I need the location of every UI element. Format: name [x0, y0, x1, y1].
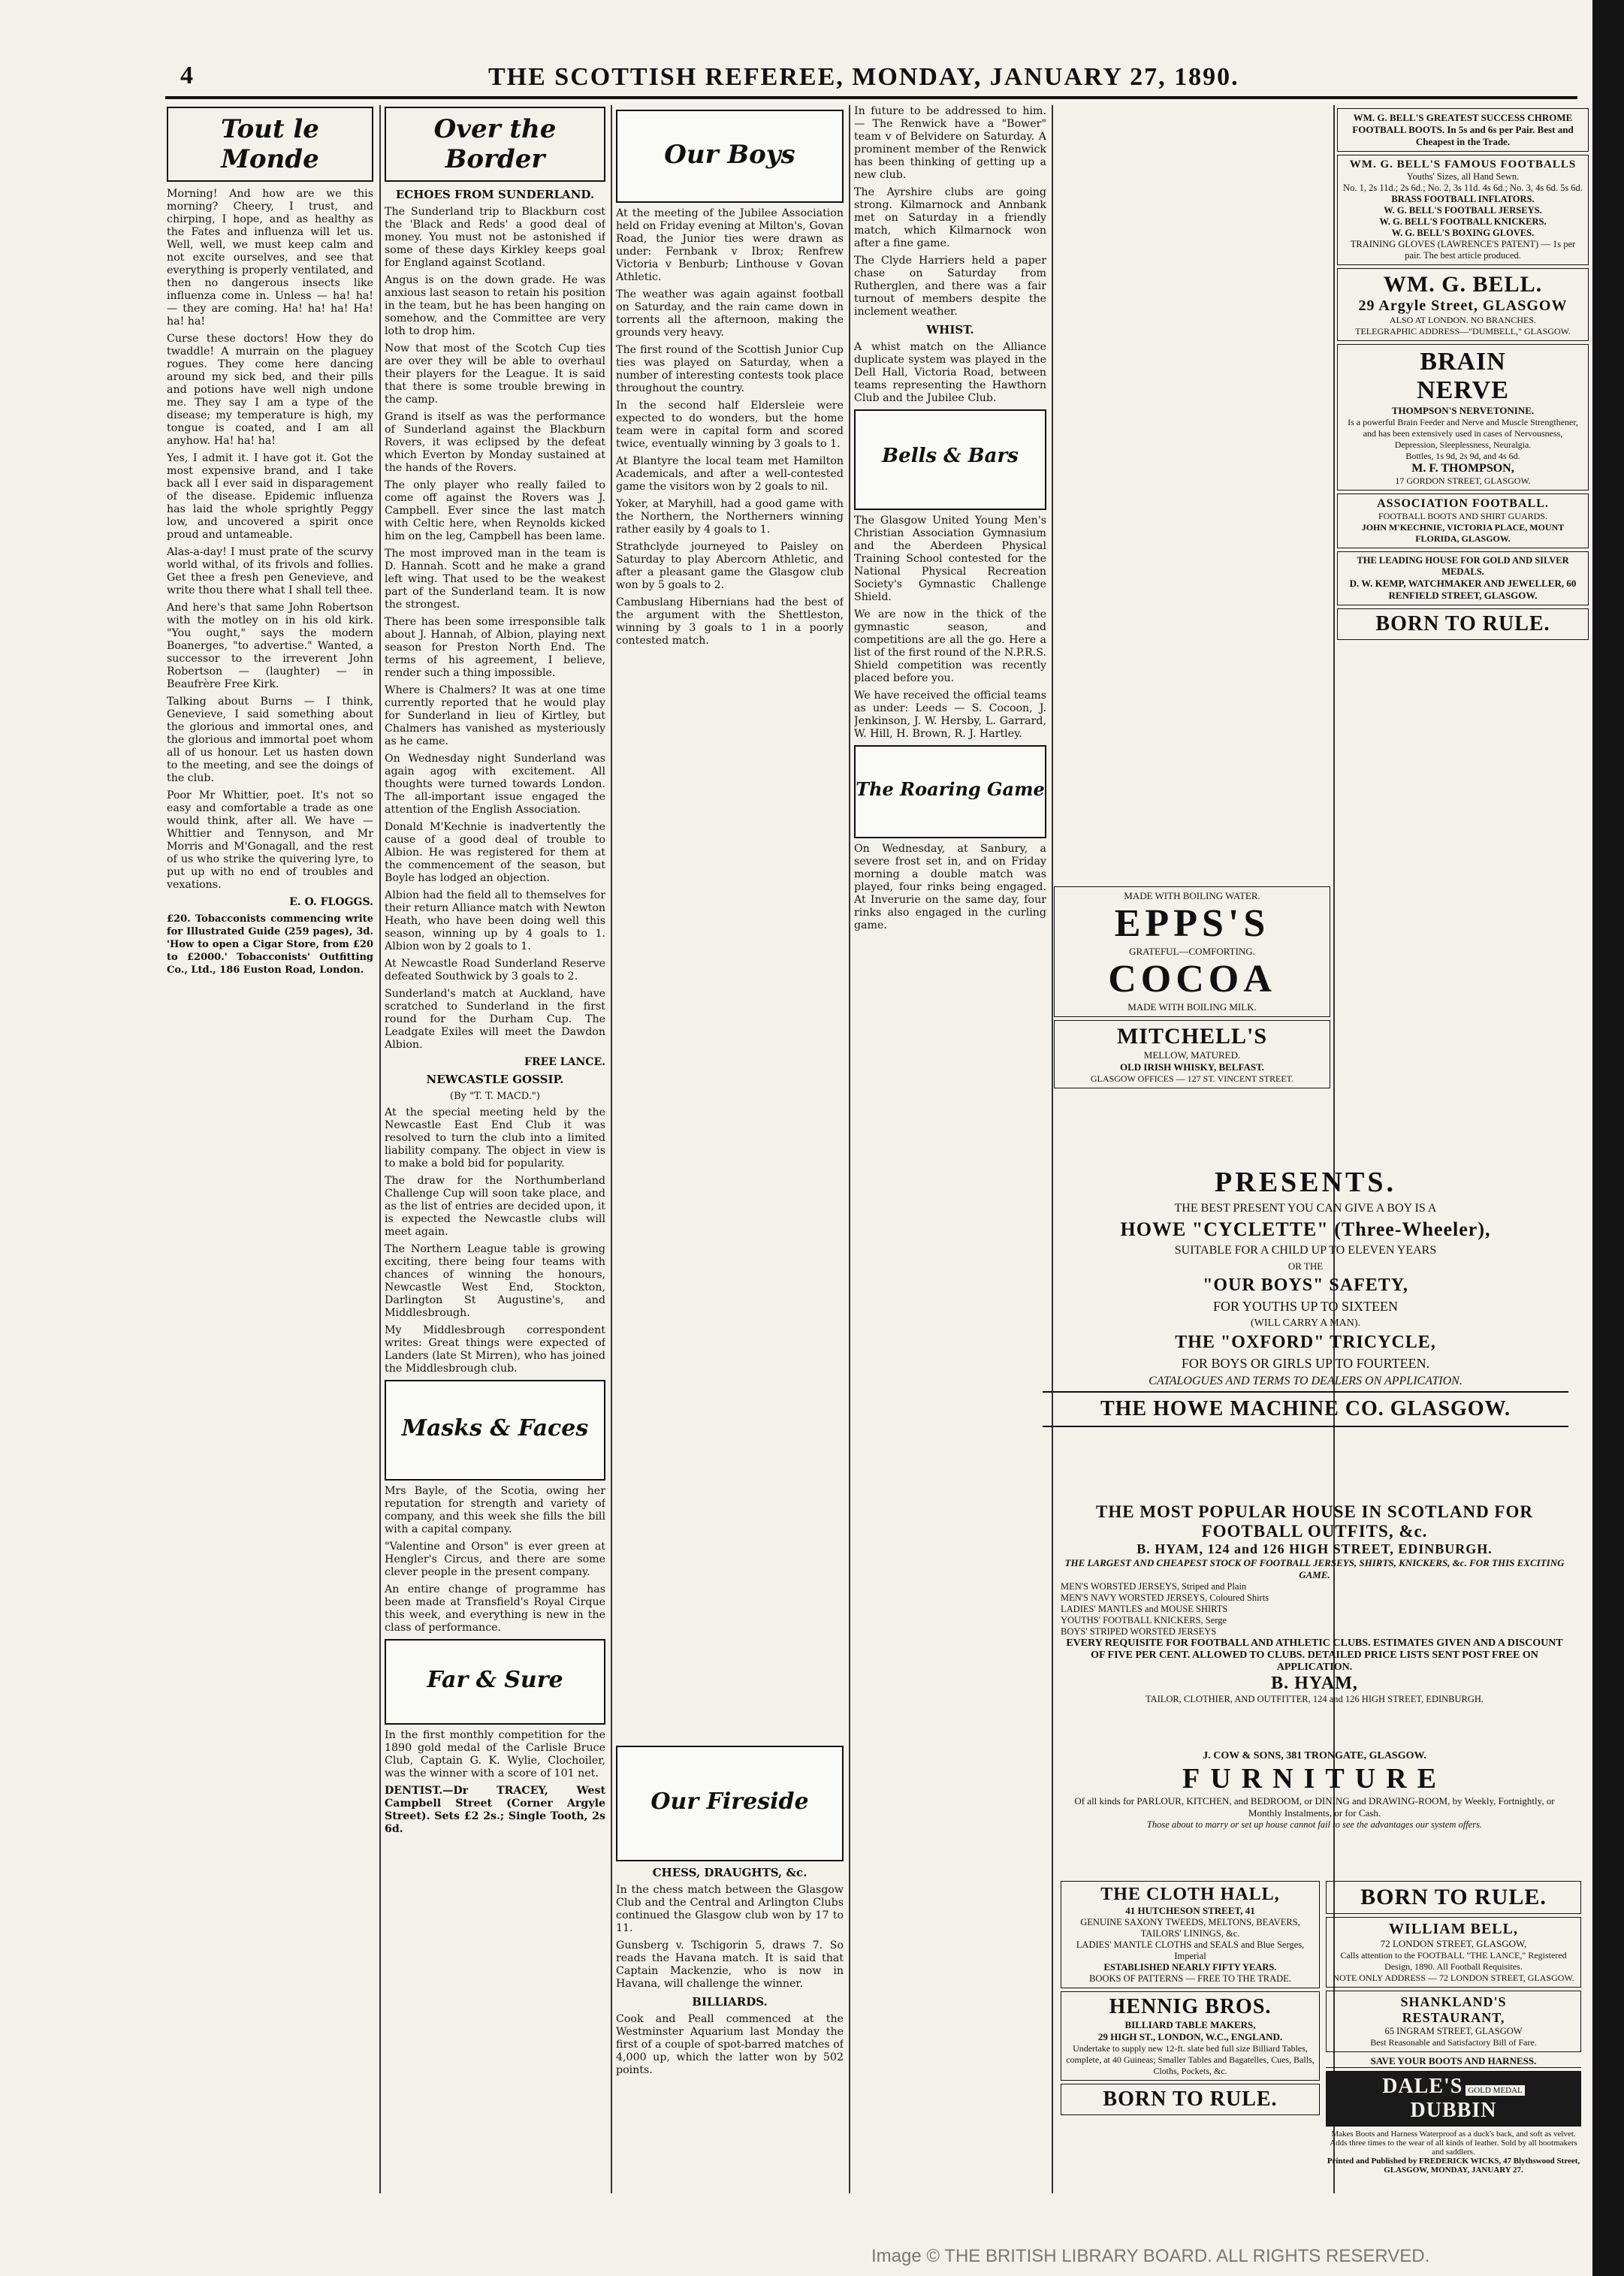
advert-line: W. G. BELL'S FOOTBALL JERSEYS. [1384, 205, 1542, 216]
column-rule [1052, 105, 1053, 2193]
presents-line: SUITABLE FOR A CHILD UP TO ELEVEN YEARS [1174, 1244, 1437, 1257]
subheading: BILLIARDS. [692, 1995, 768, 2009]
article-paragraph: Talking about Burns — I think, Genevieve, I said something about the glorious and immortal ones, and the glorious and immortal poet whom all of us honour. Let us hasten down to the meeting, and see the doings of the club. [167, 696, 373, 784]
hyam-sub: THE LARGEST AND CHEAPEST STOCK OF FOOTBALL JERSEYS, SHIRTS, KNICKERS, &c. FOR THIS EXCITING GAME. [1064, 1557, 1565, 1580]
hyam-item: MEN'S NAVY WORSTED JERSEYS, Coloured Shirts [1061, 1592, 1269, 1603]
presents-line: "OUR BOYS" SAFETY, [1203, 1275, 1408, 1295]
mitchells-address: GLASGOW OFFICES — 127 ST. VINCENT STREET. [1090, 1073, 1294, 1084]
dubbin-word: DUBBIN [1410, 2099, 1497, 2122]
our-fireside-illustration [616, 1746, 844, 1861]
section-masthead: Our Boys [664, 140, 795, 170]
hyam-item: YOUTHS' FOOTBALL KNICKERS, Serge [1061, 1615, 1227, 1625]
article-paragraph: The Ayrshire clubs are going strong. Kilmarnock and Annbank met on Saturday in a friendly match, which Kilmarnock won after a fine game. [854, 186, 1046, 249]
our-boys-masthead [616, 110, 844, 203]
illustration-title: Far & Sure [427, 1667, 563, 1693]
subheading: CHESS, DRAUGHTS, &c. [652, 1866, 807, 1879]
far-and-sure-illustration [385, 1639, 605, 1725]
article-paragraph: On Wednesday, at Sanbury, a severe frost set in, and on Friday morning a double match was played, four rinks being engaged. At Inverurie on the same day, four rinks also engaged in the curling game. [854, 843, 1046, 931]
hennig-text: Undertake to supply new 12-ft. slate bed full size Billiard Tables, complete, at 40 Guineas; Smaller Tables and Bagatelles, Cues, Balls, Cloths, Pockets, &c. [1066, 2043, 1315, 2076]
article-paragraph: Poor Mr Whittier, poet. It's not so easy and comfortable a trade as one would think, after all. We have — Whittier and Tennyson, and Mr Morris and M'Gonagall, and the rest of us who strike the quivering lyre, to put up with no end of troubles and vexations. [167, 789, 373, 891]
shanklands-sub: RESTAURANT, [1402, 2010, 1505, 2025]
article-paragraph: At the meeting of the Jubilee Association held on Friday evening at Milton's, Govan Road, the Junior ties were drawn as under: Fernbank v Ibrox; Renfrew Victoria v Benburb; Linthouse v Govan Athletic. [616, 207, 844, 283]
william-bell-text: Calls attention to the FOOTBALL "THE LANCE," Registered Design, 1890. All Football Requisites. [1340, 1950, 1567, 1972]
hyam-item: MEN'S WORSTED JERSEYS, Striped and Plain [1061, 1581, 1247, 1592]
article-paragraph: Alas-a-day! I must prate of the scurvy world withal, of its frivols and follies. Get thee a fresh pen Genevieve, and write thou there what I shall tell thee. [167, 546, 373, 596]
article-paragraph: On Wednesday night Sunderland was again agog with excitement. All thoughts were turned towards London. The all-important issue engaged the attention of the English Association. [385, 753, 605, 816]
article-paragraph: The Northern League table is growing exciting, there being four teams with chances of winning the honours, Newcastle West End, Stockton, Darlington St Augustine's, and Middlesbrough. [385, 1243, 605, 1319]
howe-company: THE HOWE MACHINE CO. GLASGOW. [1043, 1391, 1568, 1427]
howe-machine-advert [1043, 1163, 1568, 1430]
thompson-address: 17 GORDON STREET, GLASGOW. [1395, 475, 1531, 486]
article-paragraph: Grand is itself as was the performance of Sunderland against the Blackburn Rovers, it was eclipsed by the defeat which Everton by Monday sustained at the hands of the Rovers. [385, 411, 605, 474]
presents-line: FOR BOYS OR GIRLS UP TO FOURTEEN. [1181, 1356, 1430, 1371]
cloth-address: 41 HUTCHESON STREET, 41 [1125, 1905, 1255, 1916]
mitchells-product: OLD IRISH WHISKY, BELFAST. [1119, 1061, 1265, 1073]
epps-tagline: MADE WITH BOILING WATER. [1124, 890, 1260, 901]
dales-text: Makes Boots and Harness Waterproof as a duck's back, and soft as velvet. Adds three times to the wear of all kinds of leather. Sold by all bootmakers and saddlers. [1330, 2130, 1577, 2157]
section-masthead: Tout le Monde [167, 107, 373, 182]
article-paragraph: And here's that same John Robertson with the motley on in his old kirk. "You ought," says the modern Boanerges, "to advertise." Wanted, a successor to the irreverent John Robertson — (laughter) — in Beaufrère Free Kirk. [167, 602, 373, 690]
hyam-every: EVERY REQUISITE FOR FOOTBALL AND ATHLETIC CLUBS. ESTIMATES GIVEN AND A DISCOUNT OF FIVE PER CENT. ALLOWED TO CLUBS. DETAILED PRICE LISTS SENT POST FREE ON APPLICATION. [1066, 1638, 1563, 1673]
article-paragraph: Sunderland's match at Auckland, have scratched to Sunderland in the first round for the Durham Cup. The Leadgate Exiles will meet the Dawdon Albion. [385, 988, 605, 1051]
thompson-name: M. F. THOMPSON, [1411, 462, 1514, 475]
article-paragraph: The most improved man in the team is D. Hannah. Scott and he make a grand left wing. That used to be the weakest part of the Sunderland team. It is now the strongest. [385, 548, 605, 611]
cloth-line: LADIES' MANTLE CLOTHS and SEALS and Blue Serges, Imperial [1076, 1939, 1305, 1961]
copyright-watermark: Image © THE BRITISH LIBRARY BOARD. ALL RIGHTS RESERVED. [871, 2246, 1430, 2266]
presents-line: OR THE [1287, 1260, 1324, 1272]
shanklands-name: SHANKLAND'S [1400, 1994, 1507, 2009]
article-paragraph: Yoker, at Maryhill, had a good game with the Northern, the Northerners winning rather easily by 4 goals to 1. [616, 498, 844, 536]
hyam-item: LADIES' MANTLES and MOUSE SHIRTS [1061, 1604, 1228, 1614]
bell-branches: ALSO AT LONDON. NO BRANCHES. [1389, 315, 1537, 325]
article-paragraph: Now that most of the Scotch Cup ties are over they will be able to overhaul their players for the League. It is said that there is some trouble brewing in the camp. [385, 343, 605, 406]
article-paragraph: At Newcastle Road Sunderland Reserve defeated Southwick by 3 goals to 2. [385, 958, 605, 983]
article-paragraph: In the chess match between the Glasgow Club and the Central and Arlington Clubs continued the Glasgow club won by 17 to 11. [616, 1884, 844, 1934]
presents-line: THE "OXFORD" TRICYCLE, [1175, 1333, 1436, 1352]
presents-line: FOR YOUTHS UP TO SIXTEEN [1212, 1299, 1399, 1314]
article-paragraph: The draw for the Northumberland Challenge Cup will soon take place, and as the list of entries are decided upon, it is expected the Newcastle clubs will meet again. [385, 1175, 605, 1238]
presents-line: CATALOGUES AND TERMS TO DEALERS ON APPLICATION. [1149, 1375, 1463, 1387]
cocoa-word: COCOA [1108, 958, 1276, 1001]
article-paragraph: Curse these doctors! How they do twaddle! A murrain on the plaguey rogues. They come here dancing around my sick bed, and their pills and potions have well nigh undone me. They say I am a type of the disease; my temperature is high, my tongue is coated, and I am all anyhow. Ha! ha! ha! [167, 333, 373, 447]
printer-line: Printed and Published by FREDERICK WICKS, 47 Blythswood Street, GLASGOW, MONDAY, JANUARY 27. [1327, 2157, 1580, 2175]
hennig-address: 29 HIGH ST., LONDON, W.C., ENGLAND. [1097, 2031, 1283, 2042]
article-paragraph: At the special meeting held by the Newcastle East End Club it was resolved to turn the club into a limited liability company. The object in view is to make a bold bid for popularity. [385, 1106, 605, 1170]
illustration-title: Our Fireside [651, 1789, 809, 1815]
william-bell-note: NOTE ONLY ADDRESS — 72 LONDON STREET, GLASGOW. [1333, 1973, 1574, 1983]
article-paragraph: "Valentine and Orson" is ever green at Hengler's Circus, and there are some clever people in the present company. [385, 1541, 605, 1578]
advert-heading: WM. G. BELL'S FAMOUS FOOTBALLS [1349, 158, 1577, 171]
mitchells-mellow: MELLOW, MATURED. [1143, 1049, 1241, 1061]
shanklands-address: 65 INGRAM STREET, GLASGOW [1384, 2026, 1523, 2036]
dentist-advert: DENTIST.—Dr TRACEY, West Campbell Street (Corner Argyle Street). Sets £2 2s.; Single Tooth, 2s 6d. [385, 1785, 605, 1835]
subheading: WHIST. [926, 323, 974, 337]
subheading: ECHOES FROM SUNDERLAND. [395, 188, 595, 201]
article-paragraph: A whist match on the Alliance duplicate system was played in the Dell Hall, Victoria Road, between teams representing the Hawthorn Club and the Jubilee Club. [854, 341, 1046, 404]
hyam-item: BOYS' STRIPED WORSTED JERSEYS [1061, 1626, 1217, 1637]
column-rule [849, 105, 850, 2193]
column-rule [379, 105, 381, 2193]
gold-medal-badge: GOLD MEDAL [1466, 2085, 1524, 2096]
article-paragraph: The Glasgow United Young Men's Christian Association Gymnasium and the Aberdeen Physical Training School contested for the National Physical Recreation Society's Gymnastic Challenge Shield. [854, 515, 1046, 603]
bell-chrome-boots-advert: WM. G. BELL'S GREATEST SUCCESS CHROME FOOTBALL BOOTS. In 5s and 6s per Pair. Best and Cheapest in the Trade. [1337, 108, 1589, 152]
cloth-heading: THE CLOTH HALL, [1100, 1885, 1280, 1904]
article-paragraph: In the second half Eldersleie were expected to do wonders, but the home team were in capital form and scored twice, eventually winning by 3 goals to 1. [616, 400, 844, 450]
cloth-line: BOOKS OF PATTERNS — FREE TO THE TRADE. [1089, 1973, 1291, 1984]
nervetonine-name: THOMPSON'S NERVETONINE. [1391, 405, 1535, 416]
advert-line: Youths' Sizes, all Hand Sewn. [1406, 171, 1520, 182]
cloth-line: GENUINE SAXONY TWEEDS, MELTONS, BEAVERS, TAILORS' LININGS, &c. [1080, 1917, 1300, 1939]
column-rule [611, 105, 612, 2193]
mitchells-whisky-advert [1054, 1020, 1330, 1088]
article-paragraph: At Blantyre the local team met Hamilton Academicals, and after a well-contested game the visitors won by 2 goals to nil. [616, 455, 844, 493]
article-paragraph: In the first monthly competition for the 1890 gold medal of the Carlisle Bruce Club, Captain G. K. Wylie, Clochoiler, was the winner with a score of 101 net. [385, 1729, 605, 1779]
born-to-rule-advert: BORN TO RULE. [1061, 2084, 1320, 2115]
hennig-name: HENNIG BROS. [1109, 1995, 1272, 2018]
advert-line: JOHN M'KECHNIE, VICTORIA PLACE, MOUNT FLORIDA, GLASGOW. [1361, 522, 1565, 544]
article-paragraph: Yes, I admit it. I have got it. Got the most expensive brand, and I take back all I ever said in disparagement of the disease. Epidemic influenza has laid the whole sprightly Peggy low, and uncovered a spirit once proud and untameable. [167, 452, 373, 541]
article-paragraph: Mrs Bayle, of the Scotia, owing her reputation for strength and variety of company, and this week she fills the bill with a capital company. [385, 1485, 605, 1535]
article-paragraph: Gunsberg v. Tschigorin 5, draws 7. So reads the Havana match. It is said that Captain Mackenzie, who is now in Havana, will challenge the winner. [616, 1939, 844, 1990]
masks-and-faces-illustration [385, 1380, 605, 1481]
cow-name: J. COW & SONS, 381 TRONGATE, GLASGOW. [1203, 1750, 1426, 1761]
section-masthead: Over the Border [385, 107, 605, 182]
save-boots-line: SAVE YOUR BOOTS AND HARNESS. [1326, 2055, 1581, 2068]
nervetonine-price: Bottles, 1s 9d, 2s 9d, and 4s 6d. [1405, 451, 1520, 461]
cloth-hall-advert [1061, 1881, 1320, 1988]
cloth-line: ESTABLISHED NEARLY FIFTY YEARS. [1103, 1962, 1277, 1973]
article-paragraph: Strathclyde journeyed to Paisley on Saturday to play Abercorn Athletic, and after a pleasant game the Glasgow club won by 5 goals to 2. [616, 541, 844, 591]
bell-telegraph: TELEGRAPHIC ADDRESS—"DUMBELL," GLASGOW. [1355, 326, 1571, 337]
bell-name: WM. G. BELL. [1383, 272, 1543, 297]
epps-tagline: MADE WITH BOILING MILK. [1127, 1001, 1257, 1013]
author-signature: FREE LANCE. [524, 1056, 605, 1068]
dales-dubbin-advert [1326, 2071, 1581, 2127]
presents-line: THE BEST PRESENT YOU CAN GIVE A BOY IS A [1174, 1202, 1437, 1215]
column-adverts [1337, 105, 1589, 1157]
advert-heading: THE LEADING HOUSE FOR GOLD AND SILVER MEDALS. [1357, 555, 1569, 577]
spacer [616, 652, 844, 1741]
presents-line: (WILL CARRY A MAN). [1251, 1318, 1360, 1329]
epps-tagline: GRATEFUL—COMFORTING. [1129, 946, 1255, 957]
hyam-name2: B. HYAM, [1271, 1674, 1358, 1693]
article-paragraph: An entire change of programme has been made at Transfield's Royal Cirque this week, and everything is new in the class of performance. [385, 1583, 605, 1634]
right-bottom-adverts [1326, 1878, 1581, 2193]
william-bell-name: WILLIAM BELL, [1389, 1921, 1518, 1937]
advert-line: TRAINING GLOVES (LAWRENCE'S PATENT) — 1s per pair. The best article produced. [1350, 239, 1576, 261]
newspaper-title: THE SCOTTISH REFEREE, MONDAY, JANUARY 27, 1890. [488, 63, 1239, 91]
shanklands-advert [1326, 1991, 1581, 2052]
page-number: 4 [180, 62, 193, 89]
article-paragraph: We are now in the thick of the gymnastic season, and competitions are all the go. Here a list of the first round of the N.P.R.S. Shield competition was recently placed before you. [854, 608, 1046, 684]
article-paragraph: The first round of the Scottish Junior Cup ties was played on Saturday, when a number of interesting contests took place throughout the country. [616, 344, 844, 394]
page-header [165, 62, 1577, 92]
article-paragraph: There has been some irresponsible talk about J. Hannah, of Albion, playing next season for Preston North End. The terms of his agreement, I believe, render such a thing impossible. [385, 616, 605, 679]
header-rule [165, 96, 1577, 99]
shanklands-text: Best Reasonable and Satisfactory Bill of Fare. [1370, 2037, 1537, 2048]
article-paragraph: Where is Chalmers? It was at one time currently reported that he would play for Sunderland in lieu of Kirtley, but Chalmers has vanished as mysteriously as he came. [385, 684, 605, 747]
bells-and-bars-illustration [854, 409, 1046, 510]
hyam-name: B. HYAM, 124 and 126 HIGH STREET, EDINBURGH. [1136, 1541, 1493, 1556]
article-paragraph: Donald M'Kechnie is inadvertently the cause of a good deal of trouble to Albion. He was registered for them at the commencement of the season, but Boyle has lodged an objection. [385, 821, 605, 884]
hyam-tailor: TAILOR, CLOTHIER, AND OUTFITTER, 124 and 126 HIGH STREET, EDINBURGH. [1145, 1694, 1484, 1704]
article-paragraph: Morning! And how are we this morning? Cheery, I trust, and chirping, I hope, and as healthy as the Fates and influenza will let us. Well, well, we must keep calm and not excite ourselves, and see that everything is properly ventilated, and then no dangerous insects like influenza come in. Unless — ha! ha! — they are coming. Ha! ha! ha! Ha! ha! ha! [167, 188, 373, 328]
nervetonine-text: Is a powerful Brain Feeder and Nerve and Muscle Strengthener, and has been extensively used in cases of Nervousness, Depression, Sleeplessness, Neuralgia. [1348, 417, 1578, 450]
furniture-text: Those about to marry or set up house cannot fail to see the advantages our system offers. [1146, 1819, 1483, 1830]
article-paragraph: The weather was again against football on Saturday, and the rain came down in torrents all the afternoon, making the grounds very heavy. [616, 288, 844, 339]
column-our-boys [616, 105, 844, 2193]
born-to-rule-advert: BORN TO RULE. [1326, 1881, 1581, 1914]
hyam-heading: THE MOST POPULAR HOUSE IN SCOTLAND FOR FOOTBALL OUTFITS, &c. [1096, 1502, 1533, 1541]
dales-name: DALE'S [1382, 2075, 1463, 2098]
presents-line: HOWE "CYCLETTE" (Three-Wheeler), [1120, 1218, 1491, 1240]
tobacconist-advert: £20. Tobacconists commencing write for Illustrated Guide (259 pages), 3d. 'How to open a Cigar Store, from £20 to £2000.' Tobacconists' Outfitting Co., Ltd., 186 Euston Road, London. [167, 913, 373, 976]
article-paragraph: The only player who really failed to come off against the Rovers was J. Campbell. Ever since the last match with Celtic here, when Reynolds kicked him on the leg, Campbell has been lame. [385, 479, 605, 542]
column-tout-le-monde [167, 105, 373, 2193]
illustration-title: Masks & Faces [401, 1415, 589, 1441]
cocoa-and-whisky-adverts [1054, 883, 1330, 1154]
subheading: NEWCASTLE GOSSIP. [426, 1073, 564, 1086]
nerve-word: NERVE [1417, 376, 1509, 404]
hennig-advert [1061, 1991, 1320, 2081]
byline: (By "T. T. MACD.") [450, 1091, 540, 1102]
furniture-sub: Of all kinds for PARLOUR, KITCHEN, and BEDROOM, or DINING and DRAWING-ROOM, by Weekly, Fortnightly, or Monthly Instalments, or for Cash. [1074, 1795, 1555, 1819]
advert-line: BRASS FOOTBALL INFLATORS. [1391, 194, 1535, 204]
article-paragraph: Cook and Peall commenced at the Westminster Aquarium last Monday the first of a couple of spot-barred matches of 4,000 up, which the latter won by 502 points. [616, 2013, 844, 2076]
advert-line: W. G. BELL'S FOOTBALL KNICKERS. [1379, 216, 1547, 227]
article-paragraph: The Clyde Harriers held a paper chase on Saturday from Rutherglen, and there was a fair turnout of members despite the inclement weather. [854, 255, 1046, 318]
article-paragraph: The Sunderland trip to Blackburn cost the 'Black and Reds' a good deal of money. You must not be astonished if some of these days Kirkley keeps goal for England against Scotland. [385, 206, 605, 269]
advert-line: FOOTBALL BOOTS AND SHIRT GUARDS. [1378, 511, 1547, 521]
bell-footballs-advert [1337, 155, 1589, 265]
cloth-hennig-column [1061, 1878, 1320, 2178]
hyam-advert [1061, 1502, 1568, 1705]
william-bell-advert [1326, 1917, 1581, 1988]
mitchells-name: MITCHELL'S [1116, 1024, 1268, 1049]
illustration-title: The Roaring Game [856, 778, 1045, 800]
article-paragraph: Cambuslang Hibernians had the best of the argument with the Shettleston, winning by 3 goals to 1 in a poorly contested match. [616, 596, 844, 647]
furniture-advert [1061, 1750, 1568, 1831]
column-over-the-border [385, 105, 605, 2193]
illustration-title: Bells & Bars [882, 445, 1019, 467]
born-to-rule-advert: BORN TO RULE. [1337, 608, 1589, 640]
advert-line: W. G. BELL'S BOXING GLOVES. [1391, 228, 1535, 238]
advert-line: D. W. KEMP, WATCHMAKER AND JEWELLER, 60 RENFIELD STREET, GLASGOW. [1349, 578, 1577, 601]
medals-advert [1337, 551, 1589, 605]
epps-name: EPPS'S [1114, 902, 1270, 945]
william-bell-address: 72 LONDON STREET, GLASGOW, [1380, 1938, 1527, 1949]
bell-address: 29 Argyle Street, GLASGOW [1358, 297, 1568, 314]
article-paragraph: Angus is on the down grade. He was anxious last season to retain his position in the team, but he has been hanging on somehow, and the Committee are very loth to drop him. [385, 274, 605, 337]
association-football-advert [1337, 494, 1589, 548]
hennig-sub: BILLIARD TABLE MAKERS, [1124, 2019, 1256, 2030]
furniture-word: FURNITURE [1182, 1763, 1447, 1795]
article-paragraph: In future to be addressed to him. — The Renwick have a "Bower" team v of Belvidere on Saturday. A prominent member of the Renwick has been thinking of getting up a new club. [854, 105, 1046, 181]
article-paragraph: Albion had the field all to themselves for their return Alliance match with Newton Heath, who have been doing well this season, winning up by 4 goals to 1. Albion won by 2 goals to 1. [385, 889, 605, 952]
column-sports-notes [854, 105, 1046, 1157]
author-signature: E. O. FLOGGS. [289, 896, 373, 908]
article-paragraph: We have received the official teams as under: Leeds — S. Cocoon, J. Jenkinson, J. W. Hersby, L. Garrard, W. Hill, H. Brown, R. J. Hartley. [854, 690, 1046, 740]
presents-heading: PRESENTS. [1215, 1167, 1396, 1198]
scan-edge [1592, 0, 1624, 2276]
bell-address-advert [1337, 268, 1589, 341]
advert-line: No. 1, 2s 11d.; 2s 6d.; No. 2, 3s 11d. 4s 6d.; No. 3, 4s 6d. 5s 6d. [1343, 183, 1583, 193]
roaring-game-illustration [854, 745, 1046, 838]
advert-heading: ASSOCIATION FOOTBALL. [1377, 497, 1549, 510]
brain-word: BRAIN [1420, 348, 1506, 376]
epps-cocoa-advert [1054, 886, 1330, 1017]
brain-nerve-advert [1337, 344, 1589, 491]
article-paragraph: My Middlesbrough correspondent writes: Great things were expected of Landers (late St Mirren), who has joined the Middlesbrough club. [385, 1324, 605, 1375]
